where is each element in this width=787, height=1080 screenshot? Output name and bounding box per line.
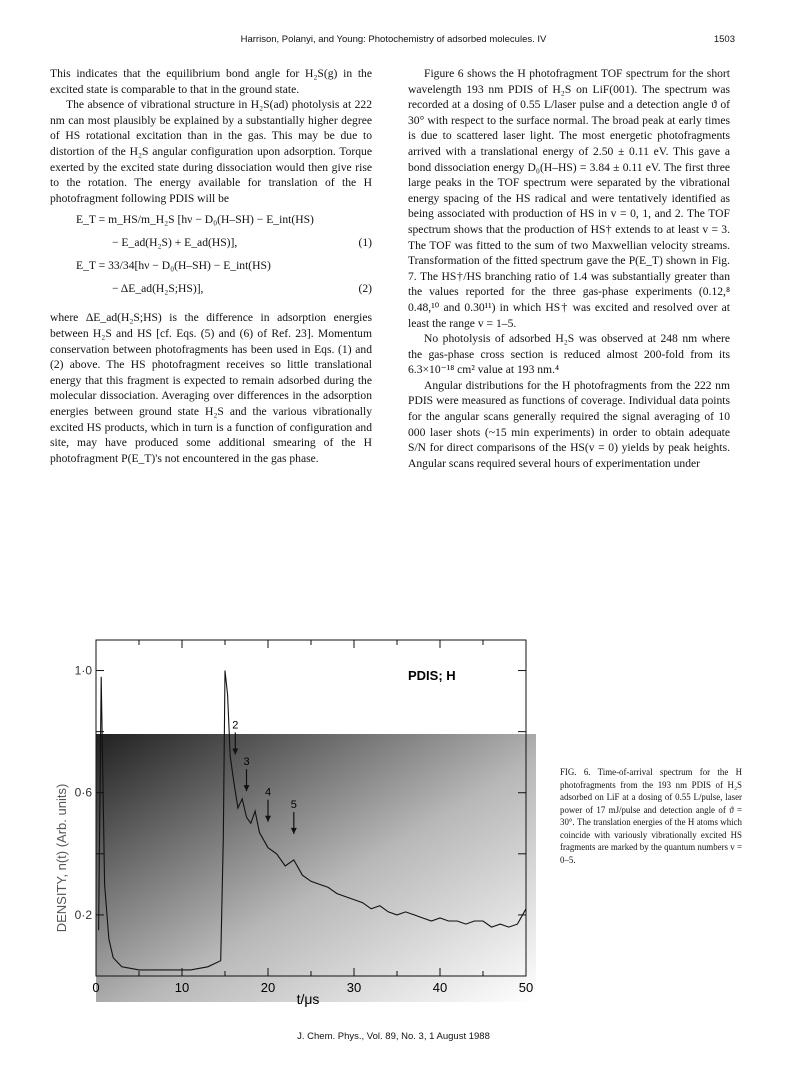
x-tick-label: 20 (260, 980, 276, 995)
x-tick-label: 10 (174, 980, 190, 995)
paragraph: Figure 6 shows the H photofragment TOF spectrum for the short wavelength 193 nm PDIS of H₂S on LiF(001). The spectrum was recorded at a dosing of 0.55 L/laser pulse and a detection angle ϑ of 30° with respect to the surface normal. The broad peak at early times is due to scattered laser light. The most energetic photofragments arrived with a translational energy of 2.50 ± 0.11 eV. This gave a bond dissociation energy D₀(H–HS) = 3.84 ± 0.11 eV. The first three large peaks in the TOF spectrum were separated by the vibrational energy spacing of the HS radical and were tentatively identified as being associated with production of HS in v = 0, 1, and 2. The TOF spectrum shows that the production of HS† extends to at least v = 3. The TOF was fitted to the sum of two Maxwellian velocity streams. Transformation of the fitted spectrum gave the P(E_T) shown in Fig. 7. The HS†/HS branching ratio of 1.4 was substantially greater than the values reported for the three gas-phase experiments (0.12,⁸ 0.48,¹⁰ and 0.30¹¹) in which HS† was excited and resolved over at least the range v = 1–5. (408, 67, 730, 330)
marker-label: 3 (243, 756, 250, 769)
x-tick-label: 30 (346, 980, 362, 995)
equation-2-cont (50, 281, 372, 304)
running-title: Harrison, Polanyi, and Young: Photochemistry of adsorbed molecules. IV (240, 34, 547, 45)
photo-shading (96, 734, 536, 1002)
figure-caption: FIG. 6. Time-of-arrival spectrum for the H photofragments from the 193 nm PDIS of H₂S adsorbed on LiF at a dosing of 0.55 L/pulse, laser power of 17 mJ/pulse and detection angle of ϑ = 30°. The translation energies of the H atoms which coincide with variously vibrationally excited HS fragments are marked by the quantum numbers v = 0–5. (560, 767, 742, 865)
marker-label: 5 (290, 798, 297, 811)
journal-footer: J. Chem. Phys., Vol. 89, No. 3, 1 August 1988 (297, 1031, 490, 1042)
y-axis-label: DENSITY, n(t) (Arb. units) (54, 783, 69, 933)
x-axis-label: t/μs (296, 991, 320, 1007)
y-tick-label: 1·0 (74, 663, 92, 678)
y-tick-label: 0·2 (74, 907, 92, 922)
paragraph: No photolysis of adsorbed H₂S was observed at 248 nm where the gas-phase cross section is reduced almost 200-fold from its 6.3×10⁻¹⁸ cm² value at 193 nm.⁴ (408, 332, 730, 377)
paragraph: Angular distributions for the H photofragments from the 222 nm PDIS were measured as functions of coverage. Individual data points for the angular scans generally required the signal averaging of 10 000 laser shots (~15 min experiments) in order to obtain adequate S/N for direct comparisons of the HS(v = 0) yields by peak heights. Angular scans required several hours of experimentation under (408, 378, 730, 470)
left-column (50, 66, 372, 466)
paragraph: The absence of vibrational structure in H₂S(ad) photolysis at 222 nm can most plausibly be explained by a substantially higher degree of HS rotational excitation than in the gas. This may be due to distortion of the H₂S angular configuration upon adsorption. Torque exerted by the excited state during dissociation would then give rise to the rotation. The energy available for translation of the H photofragment following PDIS will be (50, 98, 372, 205)
paragraph: This indicates that the equilibrium bond angle for H₂S(g) in the excited state is comparable to that in the ground state. (50, 67, 372, 96)
paragraph: where ΔE_ad(H₂S;HS) is the difference in adsorption energies between H₂S and HS [cf. Eqs. (5) and (6) of Ref. 23]. Momentum conservation between photofragments has been used in Eqs. (1) and (2) above. The HS photofragment receives so little translational energy that this fragment is expected to remain adsorbed during the molecular dissociation. Averaging over differences in the adsorption energies between ground state H₂S and the various vibrationally excited HS products, which in turn is a function of configuration and site, may have produced some additional smearing of the H photofragment P(E_T)'s not encountered in the gas phase. (50, 311, 372, 465)
equation-number: (2) (358, 282, 372, 296)
equation-1-cont (50, 235, 372, 258)
equation-1 (50, 212, 372, 235)
marker-label: 2 (232, 719, 239, 732)
equation-line: E_T = m_HS/m_H₂S [hν − D₀(H–SH) − E_int(HS) (76, 213, 314, 227)
equation-number: (1) (358, 236, 372, 250)
right-column (408, 66, 730, 471)
page-number: 1503 (713, 34, 735, 45)
equation-line: − E_ad(H₂S) + E_ad(HS)], (112, 236, 238, 250)
equation-line: − ΔE_ad(H₂S;HS)], (112, 282, 204, 296)
x-tick-label: 50 (518, 980, 534, 995)
y-tick-label: 0·6 (74, 785, 92, 800)
equation-line: E_T = 33/34[hν − D₀(H–SH) − E_int(HS) (76, 259, 271, 273)
marker-label: 4 (264, 786, 272, 799)
figure-label: PDIS; H (408, 668, 456, 683)
x-tick-label: 0 (92, 980, 100, 995)
tof-spectrum-figure (46, 628, 546, 1016)
y-tick-labels (75, 664, 93, 922)
equation-2 (50, 258, 372, 281)
x-tick-label: 40 (432, 980, 448, 995)
